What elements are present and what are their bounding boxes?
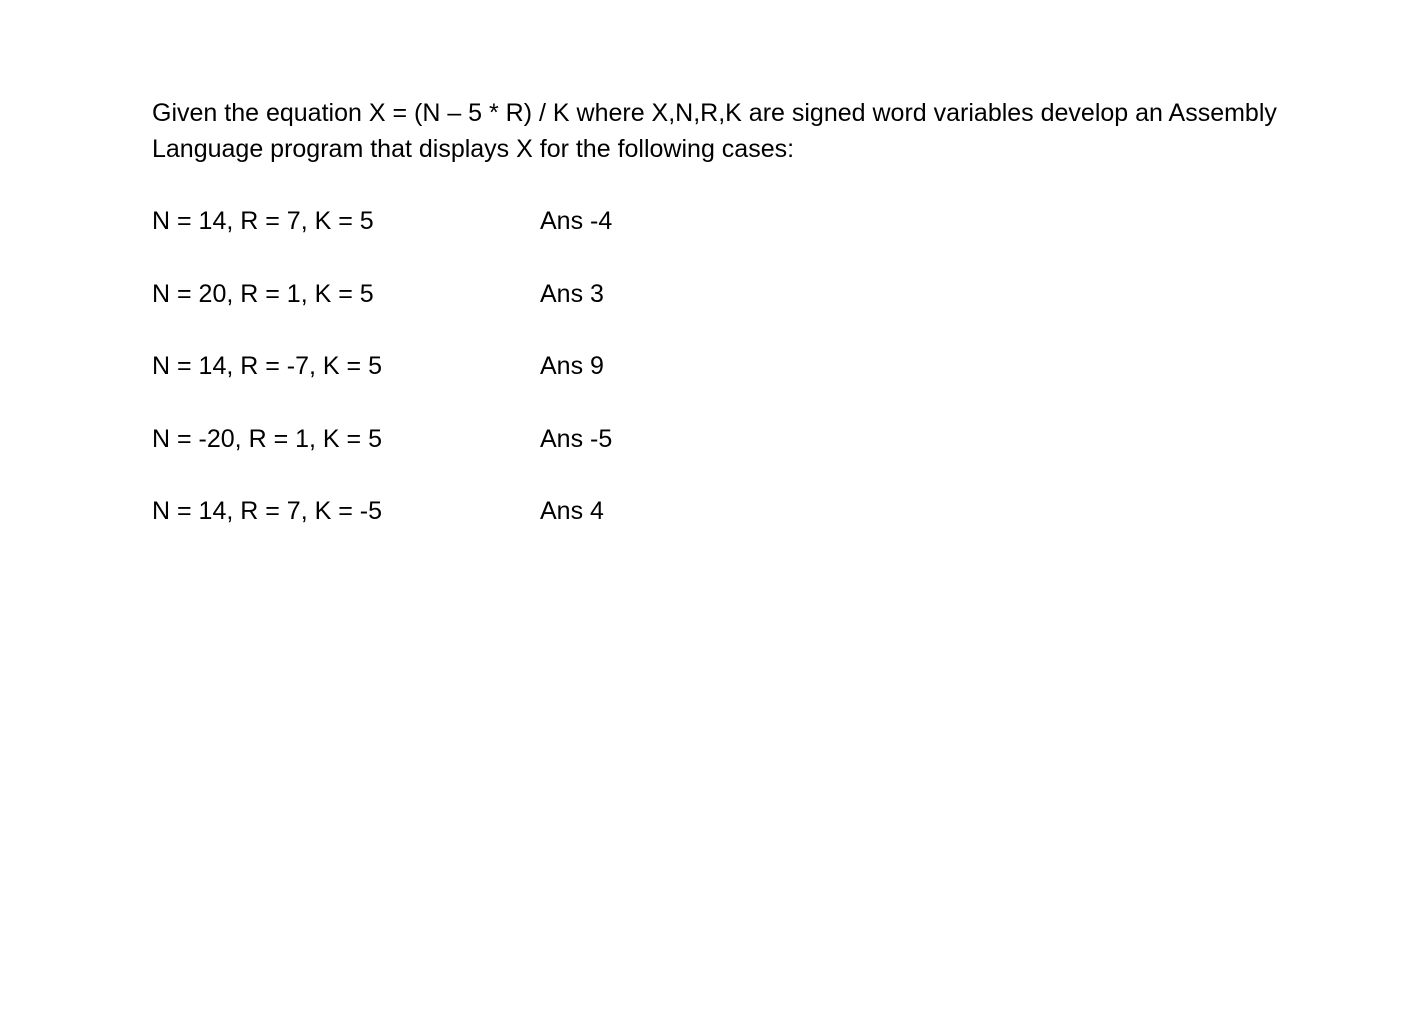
problem-line-2: Language program that displays X for the following cases: [152,135,795,163]
case-input: N = 14, R = -7, K = 5 [152,352,382,380]
test-case-row [152,203,852,276]
test-case-row [152,276,852,349]
test-case-row [152,421,852,494]
case-input: N = 14, R = 7, K = 5 [152,207,374,235]
problem-statement [152,95,1382,167]
case-answer: Ans -4 [540,207,613,235]
case-answer: Ans 9 [540,352,604,380]
case-input: N = 20, R = 1, K = 5 [152,279,374,308]
case-input: N = 14, R = 7, K = -5 [152,497,382,525]
test-case-row [152,348,852,421]
case-answer: Ans -5 [540,424,613,453]
test-cases-list [152,203,852,566]
problem-line-1: Given the equation X = (N – 5 * R) / K where X,N,R,K are signed word variables develop an Assembly [152,99,1277,127]
test-case-row [152,493,852,566]
case-answer: Ans 3 [540,279,604,308]
case-input: N = -20, R = 1, K = 5 [152,424,382,453]
case-answer: Ans 4 [540,497,604,525]
